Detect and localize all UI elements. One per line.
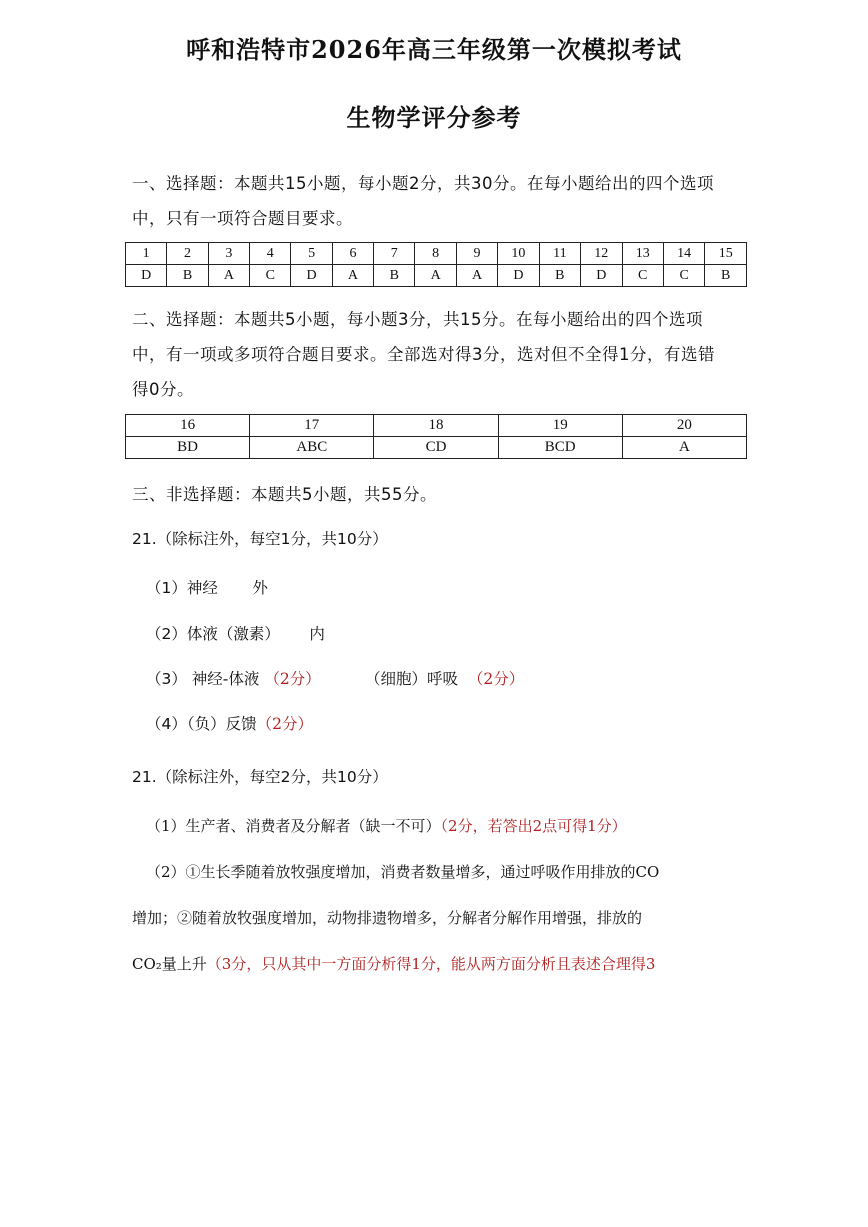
question-number-cell: 20 bbox=[622, 415, 746, 437]
answer-cell: B bbox=[167, 265, 208, 287]
score-note: （2分） bbox=[264, 670, 321, 688]
page-subtitle: 生物学评分参考 bbox=[346, 103, 522, 132]
question-number-cell: 9 bbox=[456, 243, 497, 265]
page-title: 呼和浩特市2026年高三年级第一次模拟考试 bbox=[186, 35, 682, 64]
q21-first-answer-3 bbox=[146, 667, 524, 689]
score-note: （3分，只从其中一方面分析得1分，能从两方面分析且表述合理得3 bbox=[206, 955, 656, 973]
question-number-cell: 15 bbox=[705, 243, 747, 265]
answer-cell: A bbox=[332, 265, 373, 287]
q21-first-header: 21.（除标注外，每空1分，共10分） bbox=[132, 530, 388, 548]
question-number-cell: 13 bbox=[622, 243, 663, 265]
question-number-cell: 7 bbox=[374, 243, 415, 265]
question-number-cell: 8 bbox=[415, 243, 456, 265]
question-number-cell: 4 bbox=[250, 243, 291, 265]
answer-text: （细胞）呼吸 bbox=[320, 670, 468, 688]
q21-second-answer-2: （2）①生长季随着放牧强度增加，消费者数量增多，通过呼吸作用排放的CO bbox=[146, 863, 660, 881]
answer-cell: BD bbox=[126, 437, 250, 459]
section-1-line: 中，只有一项符合题目要求。 bbox=[132, 209, 353, 228]
question-number-cell: 17 bbox=[250, 415, 374, 437]
answer-table-1 bbox=[125, 242, 747, 287]
answer-cell: B bbox=[374, 265, 415, 287]
answer-cell: B bbox=[539, 265, 580, 287]
section-2-line: 二、选择题：本题共5小题，每小题3分，共15分。在每小题给出的四个选项 bbox=[132, 310, 703, 329]
question-number-cell: 11 bbox=[539, 243, 580, 265]
answer-cell: A bbox=[415, 265, 456, 287]
question-number-cell: 5 bbox=[291, 243, 332, 265]
answer-cell: C bbox=[622, 265, 663, 287]
answer-text: （1）生产者、消费者及分解者（缺一不可） bbox=[146, 817, 441, 835]
answer-cell: C bbox=[663, 265, 704, 287]
answer-table-2-numbers bbox=[126, 415, 747, 437]
answer-cell: A bbox=[622, 437, 746, 459]
q21-second-answer-1 bbox=[146, 815, 627, 836]
section-3-heading: 三、非选择题：本题共5小题，共55分。 bbox=[132, 485, 437, 504]
q21-second-header: 21.（除标注外，每空2分，共10分） bbox=[132, 768, 388, 786]
q21-first-answer-4 bbox=[146, 712, 313, 734]
section-1-instructions bbox=[132, 166, 752, 236]
answer-table-2-answers bbox=[126, 437, 747, 459]
answer-text: CO₂量上升 bbox=[132, 955, 207, 973]
q21-second-answer-2-cont: 增加；②随着放牧强度增加，动物排遗物增多，分解者分解作用增强，排放的 bbox=[132, 909, 643, 927]
question-number-cell: 2 bbox=[167, 243, 208, 265]
question-number-cell: 6 bbox=[332, 243, 373, 265]
answer-cell: A bbox=[208, 265, 249, 287]
question-number-cell: 3 bbox=[208, 243, 249, 265]
answer-cell: B bbox=[705, 265, 747, 287]
answer-table-2 bbox=[125, 414, 747, 459]
section-2-instructions bbox=[132, 302, 752, 407]
answer-text: （4）（负）反馈 bbox=[146, 715, 257, 733]
score-note: （2分，若答出2点可得1分） bbox=[440, 817, 627, 835]
answer-cell: D bbox=[581, 265, 622, 287]
answer-cell: D bbox=[291, 265, 332, 287]
answer-text: （3） 神经-体液 bbox=[146, 670, 265, 688]
question-number-cell: 18 bbox=[374, 415, 498, 437]
answer-cell: BCD bbox=[498, 437, 622, 459]
answer-table-1-numbers bbox=[126, 243, 747, 265]
q21-first-answer-1: （1）神经 外 bbox=[146, 579, 268, 597]
answer-cell: A bbox=[456, 265, 497, 287]
answer-table-1-answers bbox=[126, 265, 747, 287]
answer-cell: CD bbox=[374, 437, 498, 459]
question-number-cell: 1 bbox=[126, 243, 167, 265]
score-note: （2分） bbox=[256, 715, 313, 733]
answer-cell: ABC bbox=[250, 437, 374, 459]
score-note: （2分） bbox=[467, 670, 525, 688]
section-2-line: 中，有一项或多项符合题目要求。全部选对得3分，选对但不全得1分，有选错 bbox=[132, 345, 715, 364]
answer-cell: D bbox=[126, 265, 167, 287]
question-number-cell: 14 bbox=[663, 243, 704, 265]
question-number-cell: 16 bbox=[126, 415, 250, 437]
answer-cell: D bbox=[498, 265, 539, 287]
section-2-line: 得0分。 bbox=[132, 380, 194, 399]
question-number-cell: 10 bbox=[498, 243, 539, 265]
answer-cell: C bbox=[250, 265, 291, 287]
q21-second-answer-2-end bbox=[132, 953, 655, 974]
question-number-cell: 12 bbox=[581, 243, 622, 265]
section-1-line: 一、选择题：本题共15小题，每小题2分，共30分。在每小题给出的四个选项 bbox=[132, 174, 714, 193]
q21-first-answer-2: （2）体液（激素） 内 bbox=[146, 625, 325, 643]
question-number-cell: 19 bbox=[498, 415, 622, 437]
